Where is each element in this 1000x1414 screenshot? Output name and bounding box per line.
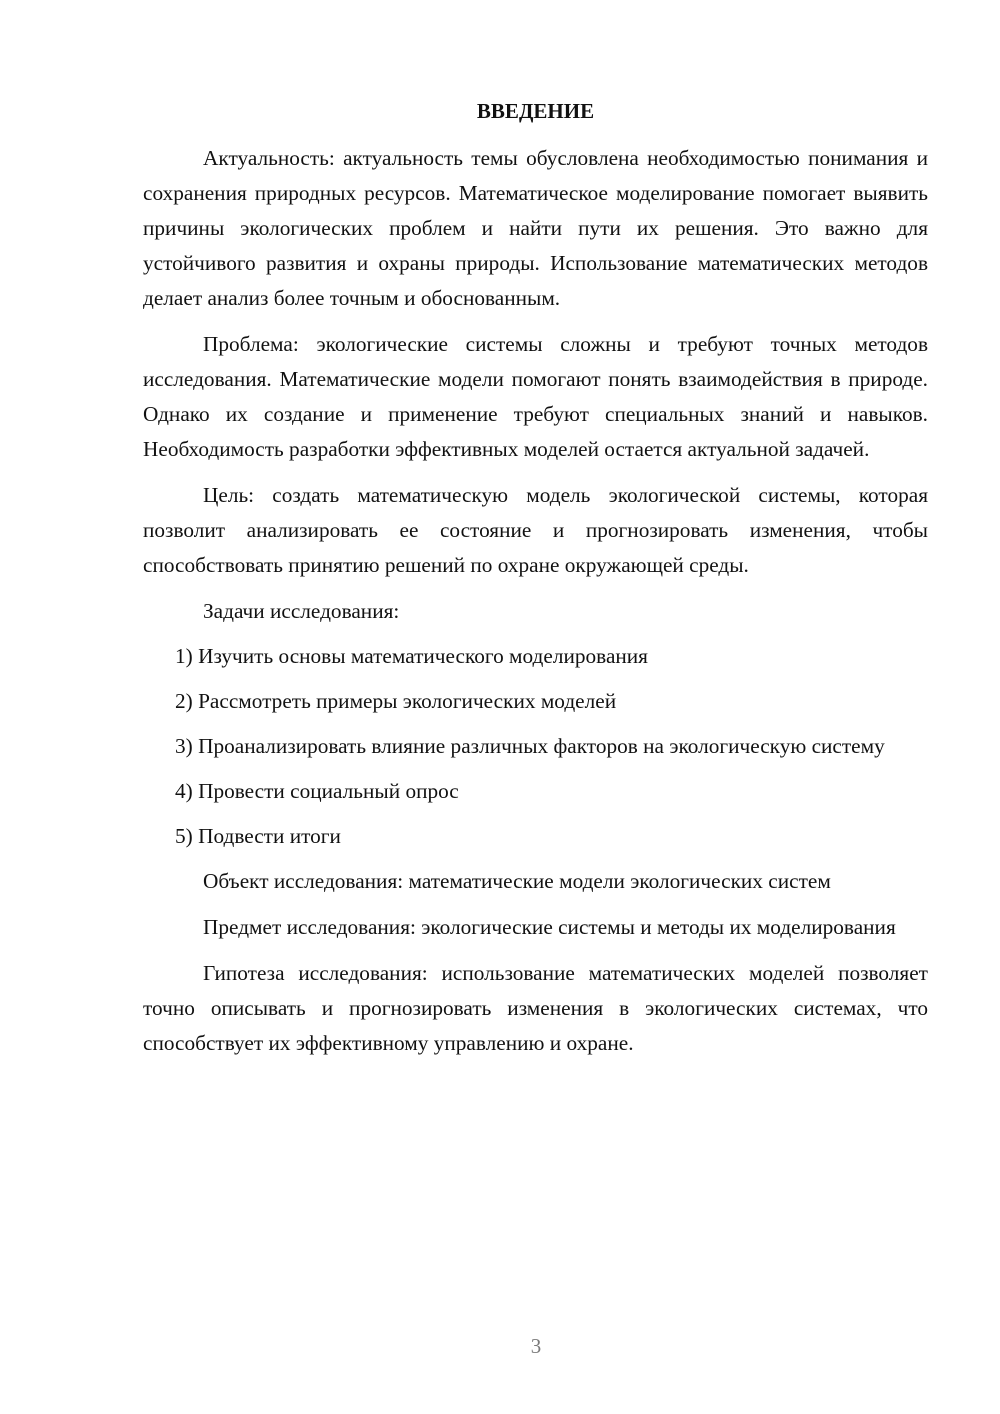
task-item: 4) Провести социальный опрос [175, 779, 459, 803]
task-item: 3) Проанализировать влияние различных факторов на экологическую систему [175, 734, 885, 758]
page-body [143, 96, 928, 1072]
tasks-heading: Задачи исследования: [203, 599, 400, 623]
object-paragraph: Объект исследования: математические модели экологических систем [203, 869, 831, 893]
page-title: ВВЕДЕНИЕ [476, 99, 595, 123]
page-number: 3 [530, 1334, 542, 1358]
problem-paragraph: Проблема: экологические системы сложны и требуют точных методов исследования. Математические модели помогают понять взаимодействия в природе. Однако их создание и применение требуют специальных знаний и навыков. Необходимость разработки эффективных моделей остается актуальной задачей. [143, 332, 928, 461]
subject-paragraph: Предмет исследования: экологические системы и методы их моделирования [203, 915, 896, 939]
task-item: 1) Изучить основы математического моделирования [175, 644, 648, 668]
goal-paragraph: Цель: создать математическую модель экологической системы, которая позволит анализировать ее состояние и прогнозировать изменения, чтобы способствовать принятию решений по охране окружающей среды. [143, 483, 928, 577]
task-item: 5) Подвести итоги [175, 824, 341, 848]
hypothesis-paragraph: Гипотеза исследования: использование математических моделей позволяет точно описывать и прогнозировать изменения в экологических системах, что способствует их эффективному управлению и охране. [143, 961, 928, 1055]
relevance-paragraph: Актуальность: актуальность темы обусловлена необходимостью понимания и сохранения природных ресурсов. Математическое моделирование помогает выявить причины экологических проблем и найти пути их решения. Это важно для устойчивого развития и охраны природы. Использование математических методов делает анализ более точным и обоснованным. [143, 146, 928, 310]
task-item: 2) Рассмотреть примеры экологических моделей [175, 689, 617, 713]
